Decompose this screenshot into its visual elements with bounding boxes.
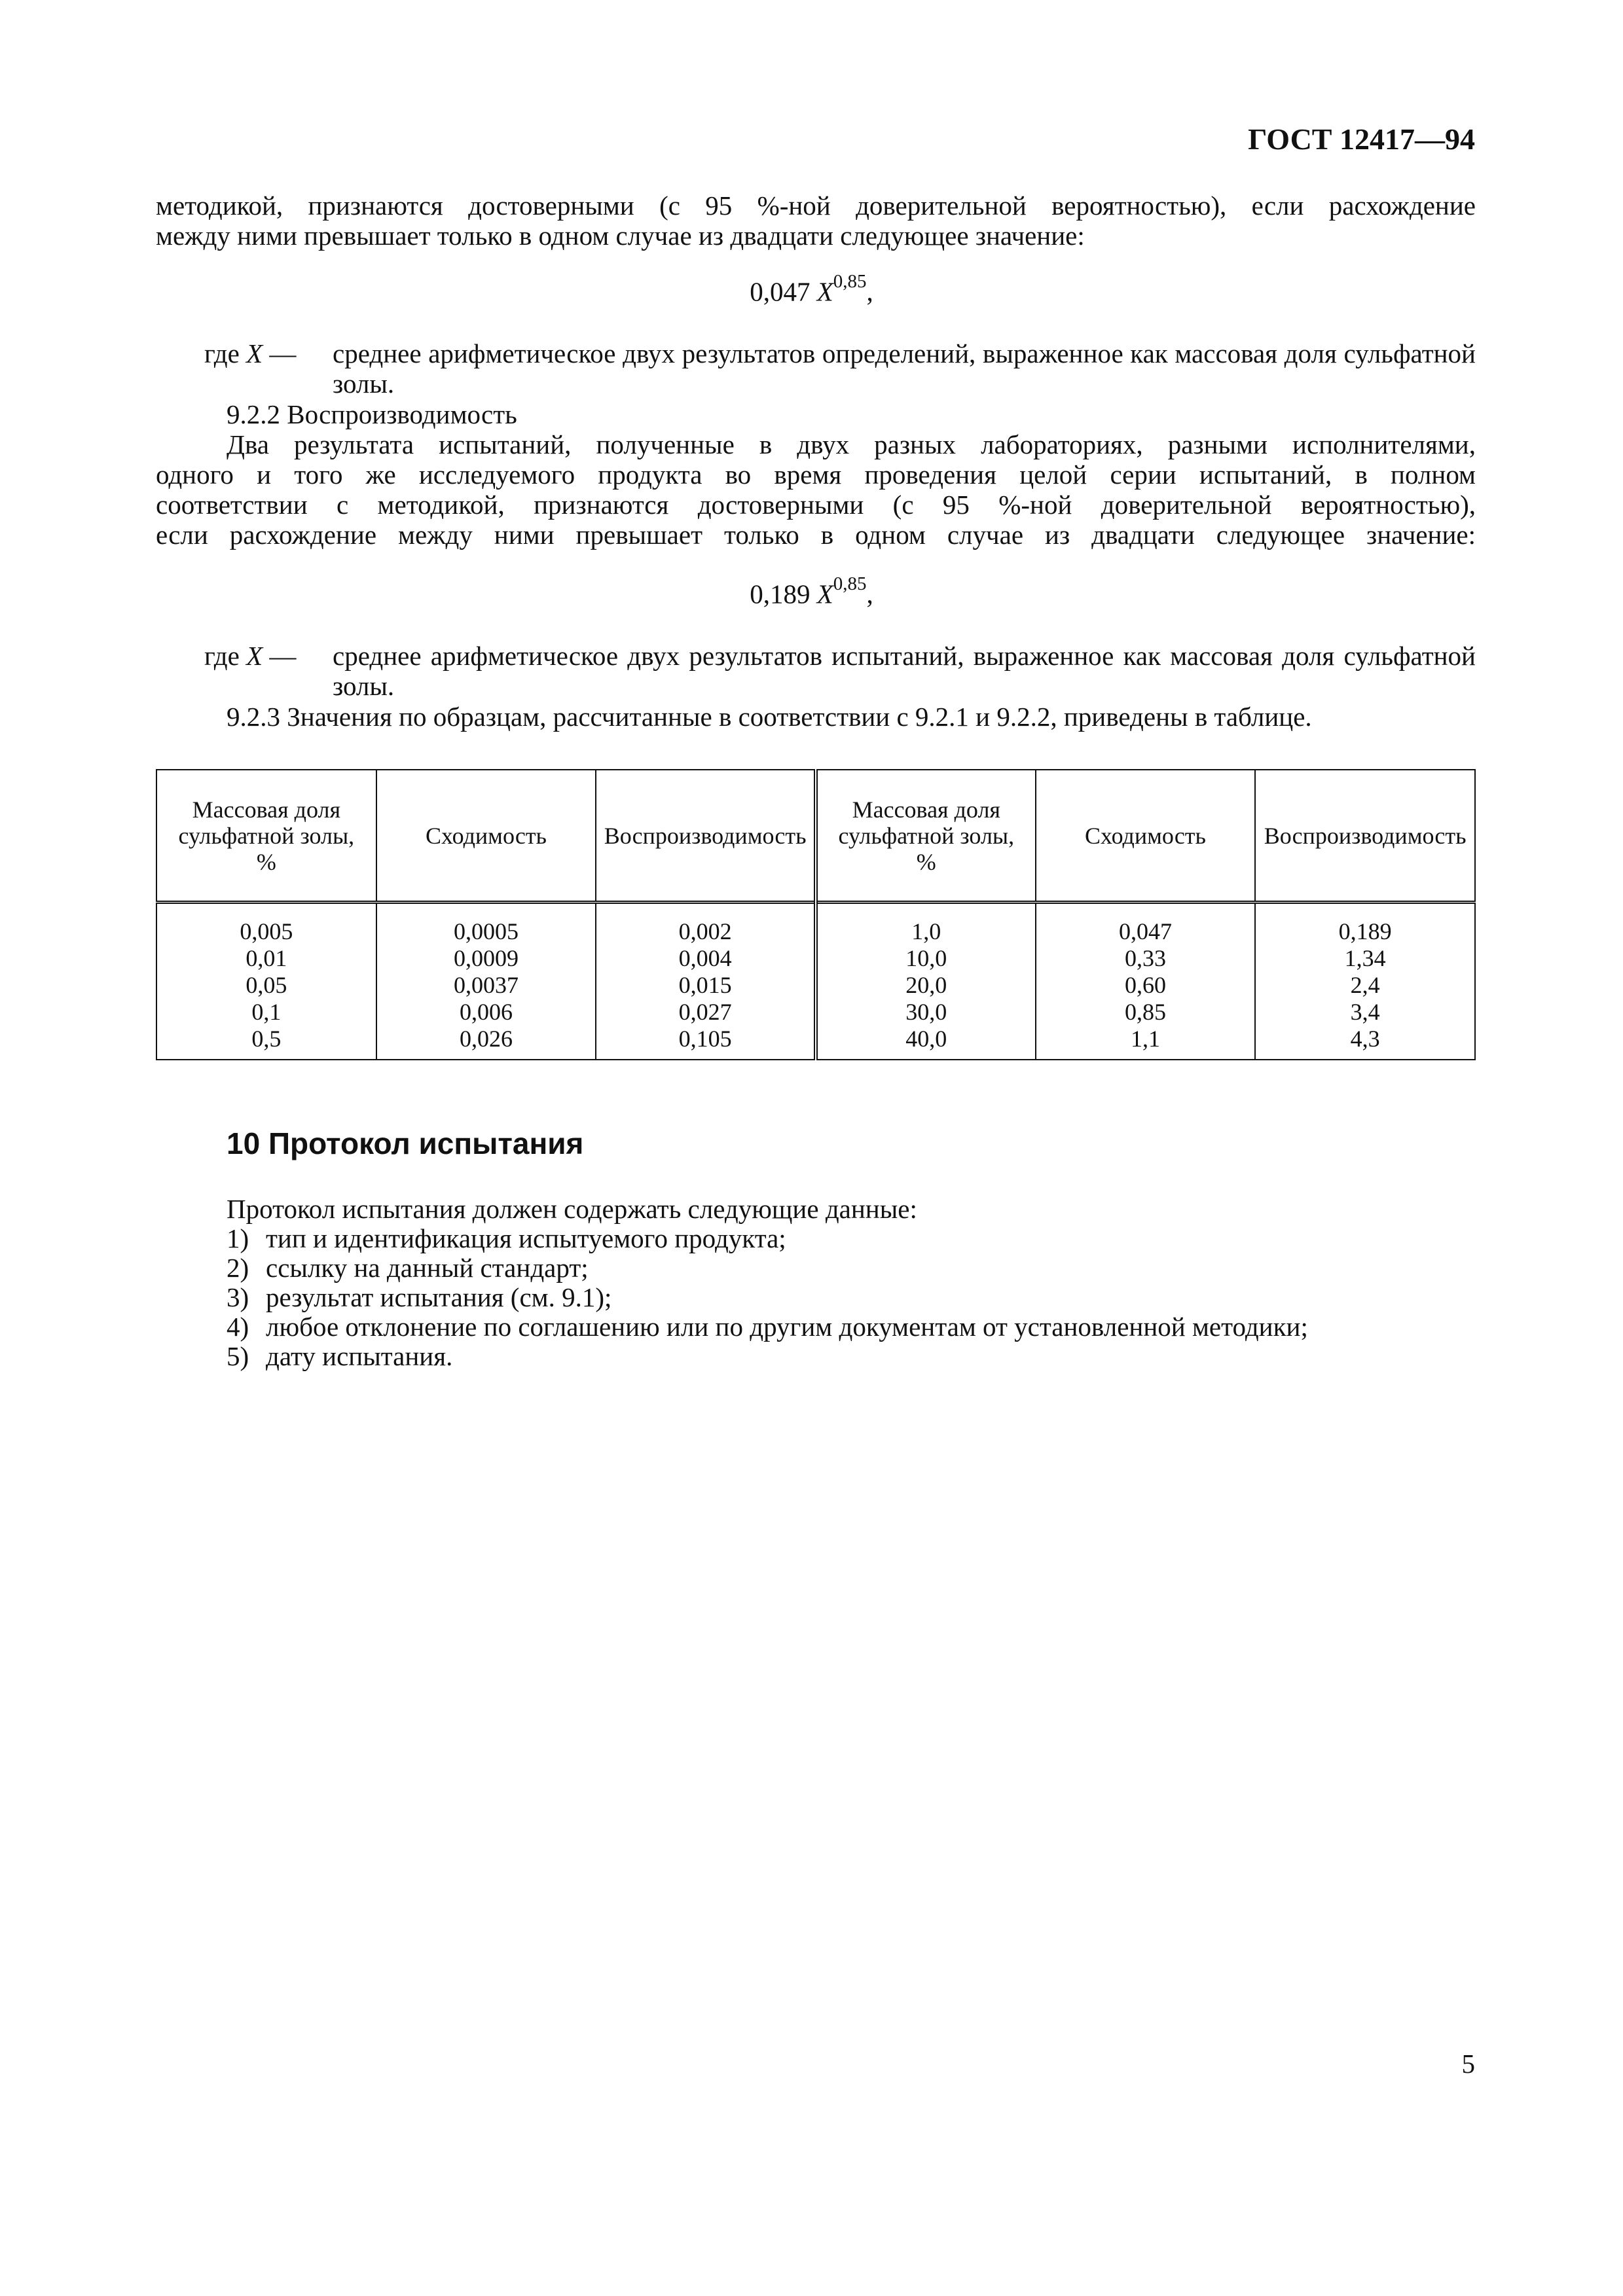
where-clause-1	[204, 338, 1476, 399]
list-item	[227, 1253, 1308, 1283]
header-reproducibility: Воспроизводимость	[596, 770, 816, 903]
table-cell: 1,1	[1130, 1026, 1160, 1052]
table-body-row	[156, 903, 1475, 1060]
paragraph-reproducibility	[156, 429, 1476, 550]
formula-tail: ,	[866, 579, 873, 609]
table-cell: 0,026	[459, 1026, 513, 1052]
column-reproducibility	[1255, 903, 1475, 1060]
formula-variable: X	[816, 276, 833, 307]
where-term: где X —	[204, 641, 297, 671]
table-cell: 40,0	[905, 1026, 947, 1052]
text-line: одного и того же исследуемого продукта во время проведения целой серии испытаний, в полном	[156, 459, 1476, 490]
table-cell: 0,105	[678, 1026, 732, 1052]
list-number: 5)	[227, 1341, 249, 1371]
formula-reproducibility	[0, 573, 1623, 610]
table-cell: 0,33	[1124, 945, 1166, 971]
list-number: 4)	[227, 1312, 249, 1342]
header-reproducibility: Воспроизводимость	[1255, 770, 1475, 903]
list-text: тип и идентификация испытуемого продукта;	[266, 1223, 786, 1253]
column-mass-fraction	[156, 903, 376, 1060]
subsection-922: 9.2.2 Воспроизводимость	[227, 399, 517, 429]
values-table	[156, 769, 1476, 1060]
formula-coefficient: 0,047	[750, 276, 811, 307]
table-cell: 0,01	[246, 945, 287, 971]
list-text: дату испытания.	[266, 1341, 453, 1371]
subsection-923: 9.2.3 Значения по образцам, рассчитанные в соответствии с 9.2.1 и 9.2.2, приведены в таблице.	[227, 702, 1312, 732]
paragraph-intro	[156, 190, 1476, 251]
table-cell: 0,0009	[453, 945, 519, 971]
table-cell: 0,002	[678, 918, 732, 944]
text-line: Два результата испытаний, полученные в двух разных лабораториях, разными исполнителями,	[227, 429, 1476, 459]
formula-exponent: 0,85	[833, 271, 867, 292]
text-line: методикой, признаются достоверными (с 95 %-ной доверительной вероятностью), если расхождение	[156, 190, 1476, 221]
header-repeatability: Сходимость	[376, 770, 596, 903]
list-text: ссылку на данный стандарт;	[266, 1253, 589, 1283]
table-cell: 1,34	[1344, 945, 1386, 971]
table-cell: 0,5	[251, 1026, 282, 1052]
where-term: где X —	[204, 338, 297, 368]
table-cell: 0,006	[459, 999, 513, 1025]
table-cell: 2,4	[1350, 972, 1380, 998]
table-cell: 0,0005	[453, 918, 519, 944]
column-reproducibility	[596, 903, 816, 1060]
table-cell: 0,05	[246, 972, 287, 998]
where-definition: среднее арифметическое двух результатов определений, выраженное как массовая доля сульфатной золы.	[333, 338, 1476, 399]
table-cell: 20,0	[905, 972, 947, 998]
list-text: результат испытания (см. 9.1);	[266, 1282, 612, 1312]
list-number: 1)	[227, 1223, 249, 1253]
list-number: 3)	[227, 1282, 249, 1312]
table-cell: 0,004	[678, 945, 732, 971]
page-number: 5	[1461, 2049, 1475, 2079]
list-item	[227, 1312, 1308, 1342]
formula-coefficient: 0,189	[750, 579, 811, 609]
list-item	[227, 1283, 1308, 1312]
table-cell: 0,005	[240, 918, 293, 944]
table-cell: 1,0	[911, 918, 941, 944]
table-cell: 4,3	[1350, 1026, 1380, 1052]
header-repeatability: Сходимость	[1036, 770, 1256, 903]
text-line: если расхождение между ними превышает только в одном случае из двадцати следующее значение:	[156, 520, 1476, 550]
table-cell: 3,4	[1350, 999, 1380, 1025]
formula-variable: X	[816, 579, 833, 609]
protocol-intro: Протокол испытания должен содержать следующие данные:	[227, 1194, 917, 1224]
where-clause-2	[204, 641, 1476, 701]
header-mass-fraction: Массовая доля сульфатной золы, %	[816, 770, 1036, 903]
formula-repeatability	[0, 271, 1623, 308]
protocol-list	[227, 1194, 1308, 1371]
document-header: ГОСТ 12417—94	[1248, 122, 1475, 156]
list-text: любое отклонение по соглашению или по другим документам от установленной методики;	[266, 1312, 1308, 1342]
table-cell: 0,60	[1124, 972, 1166, 998]
table-cell: 0,027	[678, 999, 732, 1025]
table-cell: 30,0	[905, 999, 947, 1025]
formula-exponent: 0,85	[833, 573, 867, 594]
table-cell: 0,015	[678, 972, 732, 998]
header-mass-fraction: Массовая доля сульфатной золы, %	[156, 770, 376, 903]
text-line: соответствии с методикой, признаются достоверными (с 95 %-ной доверительной вероятностью),	[156, 490, 1476, 520]
column-repeatability	[376, 903, 596, 1060]
formula-tail: ,	[866, 276, 873, 307]
table-cell: 0,189	[1338, 918, 1392, 944]
table-cell: 0,0037	[453, 972, 519, 998]
section-10-heading: 10 Протокол испытания	[227, 1126, 584, 1160]
table-cell: 10,0	[905, 945, 947, 971]
table-header-row	[156, 770, 1475, 903]
table-cell: 0,1	[251, 999, 282, 1025]
where-definition: среднее арифметическое двух результатов испытаний, выраженное как массовая доля сульфатной золы.	[333, 641, 1476, 701]
table-cell: 0,047	[1118, 918, 1172, 944]
text-line: между ними превышает только в одном случае из двадцати следующее значение:	[156, 221, 1085, 251]
list-number: 2)	[227, 1253, 249, 1283]
list-item	[227, 1224, 1308, 1253]
column-repeatability	[1036, 903, 1256, 1060]
table-cell: 0,85	[1124, 999, 1166, 1025]
column-mass-fraction	[816, 903, 1036, 1060]
list-item	[227, 1342, 1308, 1371]
